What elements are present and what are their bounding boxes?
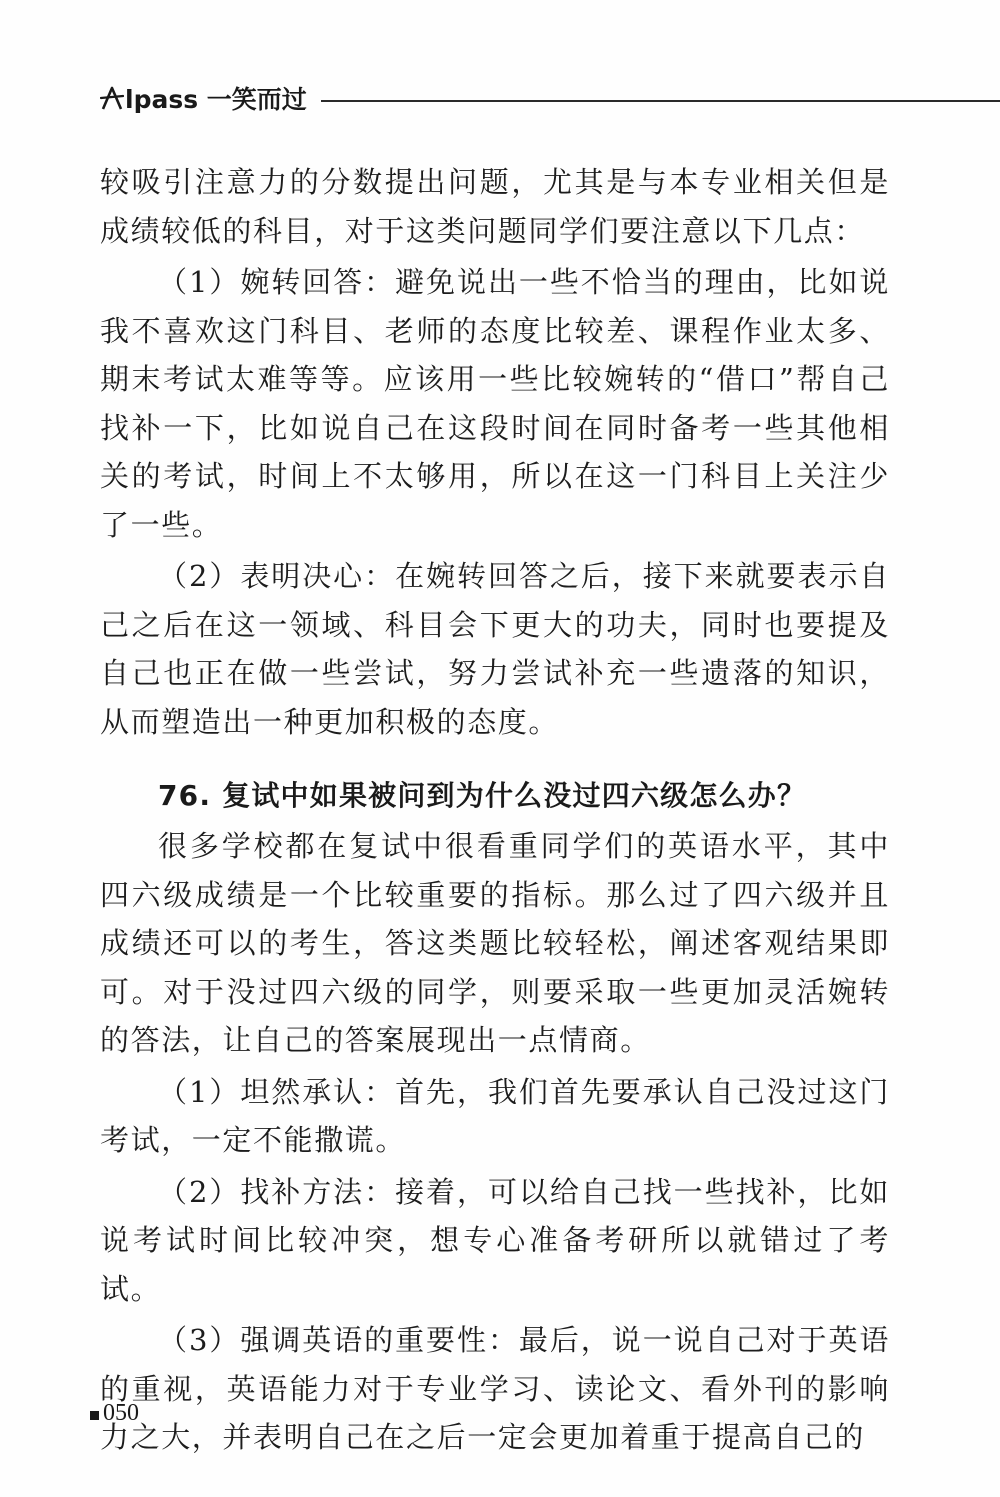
paragraph-point-2: （2）表明决心：在婉转回答之后，接下来就要表示自己之后在这一领域、科目会下更大的功夫，同时也要提及自己也正在做一些尝试，努力尝试补充一些遗落的知识，从而塑造出一种更加积极的态度。	[100, 559, 890, 739]
paragraph-intro: 很多学校都在复试中很看重同学们的英语水平，其中四六级成绩是一个比较重要的指标。那么过了四六级并且成绩还可以的考生，答这类题比较轻松，阐述客观结果即可。对于没过四六级的同学，则要采取一些更加灵活婉转的答法，让自己的答案展现出一点情商。	[100, 829, 890, 1057]
star-a-logo-icon	[100, 85, 124, 111]
section-heading: 76. 复试中如果被问到为什么没过四六级怎么办？	[158, 779, 807, 812]
paragraph-point-1: （1）婉转回答：避免说出一些不恰当的理由，比如说我不喜欢这门科目、老师的态度比较差、课程作业太多、期末考试太难等等。应该用一些比较婉转的“借口”帮自己找补一下，比如说自己在这段时间在同时备考一些其他相关的考试，时间上不太够用，所以在这一门科目上关注少了一些。	[100, 265, 890, 542]
running-header	[100, 78, 1000, 118]
square-bullet-icon	[90, 1411, 99, 1420]
paragraph-point-3: （3）强调英语的重要性：最后，说一说自己对于英语的重视，英语能力对于专业学习、读论文、看外刊的影响力之大，并表明自己在之后一定会更加着重于提高自己的	[100, 1323, 890, 1454]
paragraph-point-1: （1）坦然承认：首先，我们首先要承认自己没过这门考试，一定不能撒谎。	[100, 1074, 890, 1157]
header-rule	[321, 100, 1000, 102]
paragraph-point-2: （2）找补方法：接着，可以给自己找一些找补，比如说考试时间比较冲突，想专心准备考研所以就错过了考试。	[100, 1174, 890, 1306]
page-footer	[90, 1400, 139, 1427]
brand-text: lpass 一笑而过	[125, 85, 307, 114]
paragraph-continued: 较吸引注意力的分数提出问题，尤其是与本专业相关但是成绩较低的科目，对于这类问题同学们要注意以下几点：	[100, 165, 890, 248]
brand-logo	[100, 80, 307, 116]
page-number: 050	[103, 1400, 139, 1426]
page-body	[100, 158, 890, 1465]
